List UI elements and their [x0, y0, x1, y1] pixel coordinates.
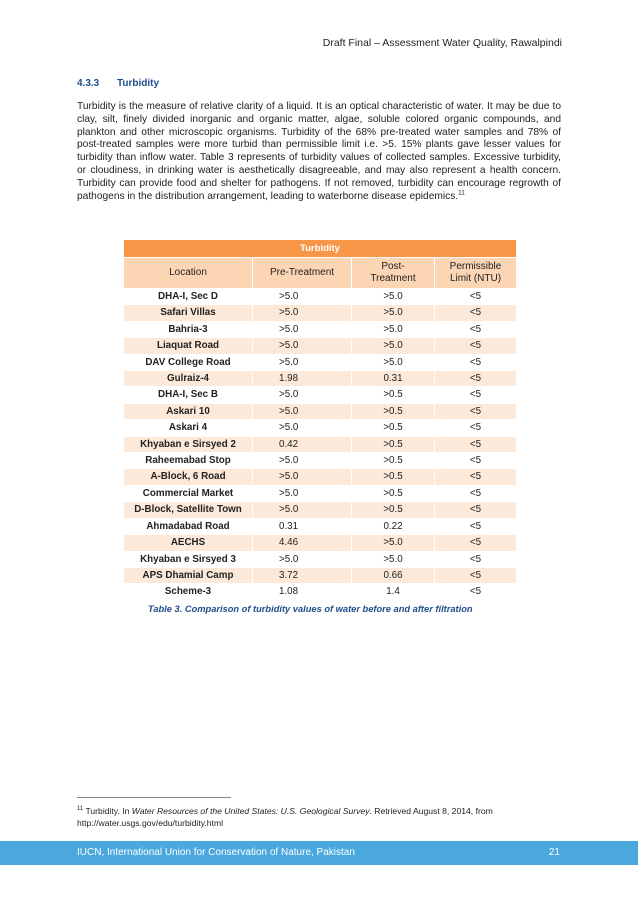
cell-permissible-limit: <5: [435, 420, 517, 436]
table-row: [124, 305, 517, 321]
section-title: Turbidity: [117, 78, 160, 89]
cell-location: Safari Villas: [124, 305, 253, 321]
header-pre-treatment: Pre-Treatment: [253, 258, 352, 289]
table-row: [124, 469, 517, 485]
cell-pre-treatment: >5.0: [253, 420, 352, 436]
cell-post-treatment: >0.5: [352, 502, 435, 518]
cell-pre-treatment: >5.0: [253, 321, 352, 337]
table-row: [124, 321, 517, 337]
cell-location: APS Dhamial Camp: [124, 567, 253, 583]
header-post-treatment: Post- Treatment: [352, 258, 435, 289]
cell-permissible-limit: <5: [435, 551, 517, 567]
footnote-prefix: Turbidity. In: [83, 805, 132, 816]
cell-post-treatment: >0.5: [352, 387, 435, 403]
footnote: [77, 803, 561, 830]
cell-post-treatment: 0.22: [352, 518, 435, 534]
section-number: 4.3.3: [77, 78, 100, 89]
cell-permissible-limit: <5: [435, 321, 517, 337]
table-title: Turbidity: [124, 240, 517, 258]
table-row: [124, 485, 517, 501]
footer-organization: IUCN, International Union for Conservation of Nature, Pakistan: [77, 847, 355, 858]
cell-pre-treatment: >5.0: [253, 354, 352, 370]
table-row: [124, 338, 517, 354]
table-row: [124, 354, 517, 370]
cell-location: Bahria-3: [124, 321, 253, 337]
turbidity-table: [123, 239, 517, 601]
cell-location: Askari 10: [124, 403, 253, 419]
cell-pre-treatment: >5.0: [253, 387, 352, 403]
body-paragraph: [77, 101, 561, 203]
table-row: [124, 453, 517, 469]
cell-post-treatment: >5.0: [352, 535, 435, 551]
footnote-divider: [77, 797, 231, 798]
cell-location: Ahmadabad Road: [124, 518, 253, 534]
cell-pre-treatment: >5.0: [253, 403, 352, 419]
cell-location: Khyaban e Sirsyed 2: [124, 436, 253, 452]
cell-pre-treatment: 4.46: [253, 535, 352, 551]
header-permissible-limit: Permissible Limit (NTU): [435, 258, 517, 289]
cell-post-treatment: >0.5: [352, 403, 435, 419]
table-row: [124, 420, 517, 436]
cell-permissible-limit: <5: [435, 338, 517, 354]
cell-permissible-limit: <5: [435, 453, 517, 469]
cell-location: Raheemabad Stop: [124, 453, 253, 469]
cell-permissible-limit: <5: [435, 305, 517, 321]
cell-pre-treatment: 3.72: [253, 567, 352, 583]
cell-pre-treatment: 0.42: [253, 436, 352, 452]
cell-post-treatment: >0.5: [352, 420, 435, 436]
cell-pre-treatment: 0.31: [253, 518, 352, 534]
cell-location: Scheme-3: [124, 584, 253, 600]
table-row: [124, 371, 517, 387]
cell-permissible-limit: <5: [435, 371, 517, 387]
cell-location: Liaquat Road: [124, 338, 253, 354]
cell-location: DHA-I, Sec D: [124, 289, 253, 305]
cell-pre-treatment: >5.0: [253, 289, 352, 305]
cell-permissible-limit: <5: [435, 584, 517, 600]
cell-post-treatment: >5.0: [352, 321, 435, 337]
cell-pre-treatment: >5.0: [253, 551, 352, 567]
cell-post-treatment: >5.0: [352, 305, 435, 321]
table-row: [124, 567, 517, 583]
section-heading: [77, 78, 159, 89]
paragraph-text: Turbidity is the measure of relative clarity of a liquid. It is an optical characteristic of water. It may be due to clay, silt, finely divided inorganic and organic matter, algae, soluble colored organic compounds, and plankton and other microscopic organisms. Turbidity of the 68% pre-treated water samples and 78% of post-treated samples were more turbid than permissible limit i.e. >5. 15% plants gave lesser values for turbidity than inflow water. Table 3 represents of turbidity values of collected samples. Excessive turbidity, or cloudiness, in drinking water is aesthetically disagreeable, and may also represent a health concern. Turbidity can provide food and shelter for pathogens. If not removed, turbidity can encourage regrowth of pathogens in the distribution arrangement, leading to waterborne disease epidemics.: [77, 101, 561, 202]
cell-pre-treatment: 1.98: [253, 371, 352, 387]
cell-permissible-limit: <5: [435, 502, 517, 518]
cell-post-treatment: 0.31: [352, 371, 435, 387]
cell-post-treatment: >5.0: [352, 551, 435, 567]
cell-location: A-Block, 6 Road: [124, 469, 253, 485]
cell-permissible-limit: <5: [435, 518, 517, 534]
header-location: Location: [124, 258, 253, 289]
table-row: [124, 403, 517, 419]
cell-pre-treatment: >5.0: [253, 453, 352, 469]
footnote-number: 11: [77, 806, 84, 812]
footnote-source: Water Resources of the United States: U.S. Geological Survey: [131, 805, 370, 816]
cell-location: DHA-I, Sec B: [124, 387, 253, 403]
cell-permissible-limit: <5: [435, 403, 517, 419]
cell-pre-treatment: >5.0: [253, 338, 352, 354]
cell-permissible-limit: <5: [435, 354, 517, 370]
table-row: [124, 502, 517, 518]
cell-location: AECHS: [124, 535, 253, 551]
running-header: Draft Final – Assessment Water Quality, Rawalpindi: [322, 37, 562, 49]
table-row: [124, 387, 517, 403]
cell-post-treatment: >5.0: [352, 354, 435, 370]
cell-post-treatment: >0.5: [352, 453, 435, 469]
cell-post-treatment: >0.5: [352, 436, 435, 452]
footnote-suffix: . Retrieved August 8, 2014, from http://water.usgs.gov/edu/turbidity.html: [77, 805, 493, 829]
table-row: [124, 289, 517, 305]
cell-permissible-limit: <5: [435, 469, 517, 485]
cell-post-treatment: 0.66: [352, 567, 435, 583]
cell-post-treatment: >0.5: [352, 469, 435, 485]
cell-location: Gulraiz-4: [124, 371, 253, 387]
cell-pre-treatment: >5.0: [253, 469, 352, 485]
table-row: [124, 584, 517, 600]
table-row: [124, 535, 517, 551]
cell-permissible-limit: <5: [435, 436, 517, 452]
cell-post-treatment: 1.4: [352, 584, 435, 600]
cell-post-treatment: >5.0: [352, 338, 435, 354]
footnote-reference: 11: [458, 189, 465, 197]
cell-permissible-limit: <5: [435, 535, 517, 551]
cell-permissible-limit: <5: [435, 567, 517, 583]
cell-pre-treatment: 1.08: [253, 584, 352, 600]
cell-location: DAV College Road: [124, 354, 253, 370]
footer-bar: [0, 841, 638, 865]
page-number: 21: [548, 847, 560, 858]
table-row: [124, 436, 517, 452]
cell-location: Commercial Market: [124, 485, 253, 501]
cell-permissible-limit: <5: [435, 485, 517, 501]
cell-permissible-limit: <5: [435, 387, 517, 403]
cell-post-treatment: >5.0: [352, 289, 435, 305]
cell-post-treatment: >0.5: [352, 485, 435, 501]
table-row: [124, 551, 517, 567]
cell-pre-treatment: >5.0: [253, 485, 352, 501]
cell-location: Askari 4: [124, 420, 253, 436]
cell-location: D-Block, Satellite Town: [124, 502, 253, 518]
cell-location: Khyaban e Sirsyed 3: [124, 551, 253, 567]
cell-pre-treatment: >5.0: [253, 502, 352, 518]
cell-permissible-limit: <5: [435, 289, 517, 305]
cell-pre-treatment: >5.0: [253, 305, 352, 321]
table-caption: Table 3. Comparison of turbidity values of water before and after filtration: [148, 604, 473, 614]
table-row: [124, 518, 517, 534]
